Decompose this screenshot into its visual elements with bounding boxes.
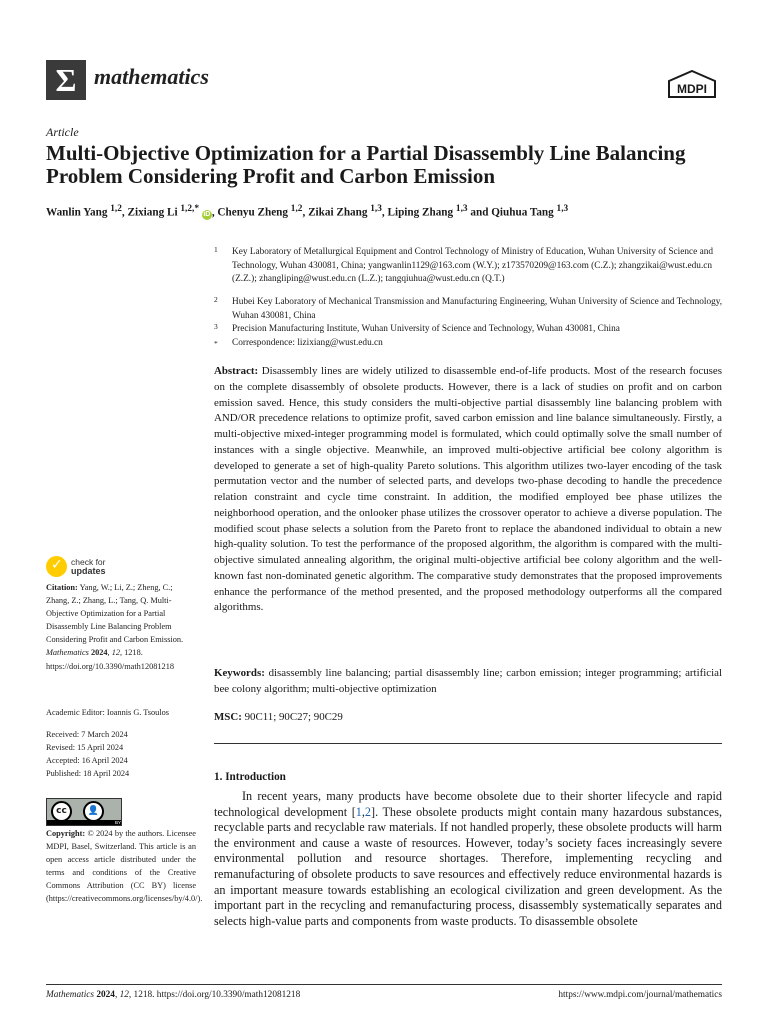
msc-codes	[214, 711, 343, 723]
article-type: Article	[46, 125, 79, 139]
check-for-updates-badge[interactable]	[46, 556, 136, 578]
published-date: Published: 18 April 2024	[46, 769, 130, 779]
footer-divider	[46, 984, 722, 985]
affiliation-item	[214, 337, 734, 351]
cc-by-license-badge[interactable]	[46, 798, 122, 826]
author-list: Wanlin Yang $^{1,2}$, Zixiang Li $^{1,2,*}$ iD , Chenyu Zheng $^{1,2}$, Zikai Zhang $^{1,3}$, Liping Zhang $^{1,3}$ and Qiuhua Tang $^{1,3}$	[46, 204, 569, 219]
intro-text-rest: ]. These obsolete products might contain many hazardous substances, recyclable parts and recyclable raw materials. If not handled properly, these obsolete products will harm the environment and cause a waste of resources. However, today’s society faces increasingly severe environmental pollution and resource shortages. Therefore, implementing recycling and remanufacturing of obsolete products to save resources and effectively reduce environmental hazards is an important measure towards establishing an ecological civilization and green development. As the important part in the recycling and remanufacturing process, disassembly systematically separates and selects high-value parts and components from waste products. To disassemble obsolete	[214, 804, 722, 928]
section-heading: 1. Introduction	[214, 771, 286, 783]
abstract-label: Abstract:	[214, 365, 259, 377]
affiliation-text: Correspondence: lizixiang@wust.edu.cn	[232, 338, 383, 348]
updates-label: updates	[71, 566, 106, 576]
citation-text: Yang, W.; Li, Z.; Zheng, C.; Zhang, Z.; Zhang, L.; Tang, Q. Multi-Objective Optimization for a Partial Disassembly Line Balancing Problem Considering Profit and Carbon Emission.	[46, 583, 184, 645]
affiliation-mark: 3	[214, 322, 218, 331]
orcid-icon[interactable]: iD	[203, 210, 211, 218]
citation-year: 2024	[90, 648, 108, 658]
checkmark-icon: ✓	[46, 556, 67, 577]
ref-separator: ,	[361, 804, 365, 819]
author-name[interactable]: Qiuhua Tang	[491, 206, 554, 219]
author-affiliation-sup: 1,2,*	[180, 204, 200, 214]
author-name[interactable]: Chenyu Zheng	[217, 206, 288, 219]
citation-journal: Mathematics	[46, 648, 89, 658]
copyright-label: Copyright:	[46, 829, 86, 838]
msc-text: 90C11; 90C27; 90C29	[244, 711, 343, 723]
citation-volume: 12	[111, 648, 120, 658]
msc-label: MSC:	[214, 711, 242, 723]
journal-name: mathematics	[94, 64, 209, 89]
abstract-text: Disassembly lines are widely utilized to disassemble end-of-life products. Most of the research focuses on the complete disassembly of obsolete products. However, there is a lack of studies on profit and on carbon emission saved. Hence, this study considers the multi-objective partial disassembly line balancing problem with AND/OR precedence relations to optimize profit, saved carbon emission and line balance simultaneously. Firstly, a multi-objective mixed-integer programming model is formulated, which could optimally solve the small number of instances with a single objective. Meanwhile, an improved multi-objective artificial bee colony algorithm is developed to generate a set of high-quality Pareto solutions. This algorithm utilizes two-layer encoding of the task permutation vector and the number of selected parts, and develops two-phase decoding to handle the precedence relation constraint and cycle time constraint. In addition, the modified employed bee phase utilizes the neighborhood operation, and the onlooker phase utilizes the crossover operator to achieve a diverse population. The modified scout phase selects a solution from the Pareto front to replace the abandoned individual to obtain a new high-quality solution. To test the performance of the proposed algorithm, the algorithm is compared with the multi-objective simulated annealing algorithm, the original multi-objective artificial bee colony algorithm and the well-known fast non-dominated genetic algorithm. The comparative study demonstrates that the proposed improvements enhance the performance of the method presented, and the proposed methodology outperforms all the compared algorithms.	[214, 365, 722, 614]
page-title: Multi-Objective Optimization for a Partial Disassembly Line Balancing Problem Considering Profit and Carbon Emission	[46, 141, 686, 188]
revised-date: Revised: 15 April 2024	[46, 743, 124, 753]
author-affiliation-sup: 1,3	[455, 204, 468, 214]
footer-citation: Mathematics 2024, 12, 1218. https://doi.org/10.3390/math12081218	[46, 990, 301, 1000]
section-divider	[214, 743, 722, 744]
introduction-paragraph	[214, 789, 722, 929]
author-name[interactable]: Wanlin Yang	[46, 206, 108, 219]
publication-dates	[46, 728, 196, 780]
cc-icon: cc	[51, 801, 72, 822]
copyright-block	[46, 827, 203, 906]
mdpi-logo	[666, 70, 718, 100]
intro-text-start: In recent years, many products have become obsolete due to their shorter lifecycle and rapid technological development [	[214, 789, 722, 819]
author-name[interactable]: Zikai Zhang	[308, 206, 368, 219]
citation-block: Citation: Yang, W.; Li, Z.; Zheng, C.; Zhang, Z.; Zhang, L.; Tang, Q. Multi-Objective Optimization for a Partial Disassembly Line Balancing Problem Considering Profit and Carbon Emission. Mathematics 2024, 12, 1218. https://doi.org/10.3390/math12081218	[46, 583, 184, 671]
footer-journal: Mathematics	[46, 990, 95, 1000]
affiliation-mark: 2	[214, 295, 218, 304]
author-affiliation-sup: 1,2	[290, 204, 303, 214]
footer-doi[interactable]: , 1218. https://doi.org/10.3390/math12081218	[128, 990, 301, 1000]
author-name[interactable]: Zixiang Li	[127, 206, 178, 219]
author-affiliation-sup: 1,3	[370, 204, 382, 214]
affiliation-mark: 1	[214, 245, 218, 254]
affiliation-text: Hubei Key Laboratory of Mechanical Transmission and Manufacturing Engineering, Wuhan University of Science and Technology, Wuhan 430081, China	[232, 297, 723, 321]
keywords	[214, 666, 722, 698]
citation-doi[interactable]: , 1218. https://doi.org/10.3390/math12081218	[46, 648, 174, 671]
copyright-text: © 2024 by the authors. Licensee MDPI, Basel, Switzerland. This article is an open access article distributed under the terms and conditions of the Creative Commons Attribution (CC BY) license (https://creativecommons.org/licenses/by/4.0/).	[46, 829, 203, 904]
mdpi-logo-text: MDPI	[677, 82, 707, 96]
author-name[interactable]: Liping Zhang	[387, 206, 454, 219]
sigma-icon: Σ	[55, 62, 77, 98]
keywords-label: Keywords:	[214, 667, 265, 679]
footer-volume: 12	[119, 990, 129, 1000]
journal-logo	[46, 60, 86, 100]
by-label: BY	[47, 820, 121, 825]
affiliation-item	[214, 246, 734, 287]
attribution-person-icon: 👤	[83, 801, 104, 822]
affiliation-item	[214, 296, 734, 323]
reference-link[interactable]: 1	[355, 804, 362, 819]
academic-editor: Academic Editor: Ioannis G. Tsoulos	[46, 708, 170, 717]
footer-year: 2024	[96, 990, 115, 1000]
keywords-text: disassembly line balancing; partial disassembly line; carbon emission; integer programming; artificial bee colony algorithm; multi-objective optimization	[214, 667, 722, 695]
author-affiliation-sup: 1,3	[556, 204, 569, 214]
received-date: Received: 7 March 2024	[46, 730, 128, 739]
abstract	[214, 364, 722, 616]
citation-label: Citation:	[46, 583, 78, 592]
accepted-date: Accepted: 16 April 2024	[46, 756, 128, 766]
footer-journal-url[interactable]: https://www.mdpi.com/journal/mathematics	[558, 990, 722, 1000]
reference-link[interactable]: 2	[364, 804, 372, 819]
affiliation-text: Precision Manufacturing Institute, Wuhan University of Science and Technology, Wuhan 430081, China	[232, 324, 620, 334]
affiliation-mark: *	[214, 339, 218, 348]
affiliation-text: Key Laboratory of Metallurgical Equipment and Control Technology of Ministry of Education, Wuhan University of Science and Technology, Wuhan 430081, China; yangwanlin1129@163.com (W.Y.); z173570209@163.com (C.Z.); zhangzikai@wust.edu.cn (Z.Z.); zhangliping@wust.edu.cn (L.Z.); tangqiuhua@wust.edu.cn (Q.T.)	[232, 247, 714, 285]
author-conjunction: and	[470, 206, 489, 219]
author-affiliation-sup: 1,2	[110, 204, 122, 214]
check-for-label: check for	[71, 557, 106, 567]
affiliation-item	[214, 323, 734, 337]
